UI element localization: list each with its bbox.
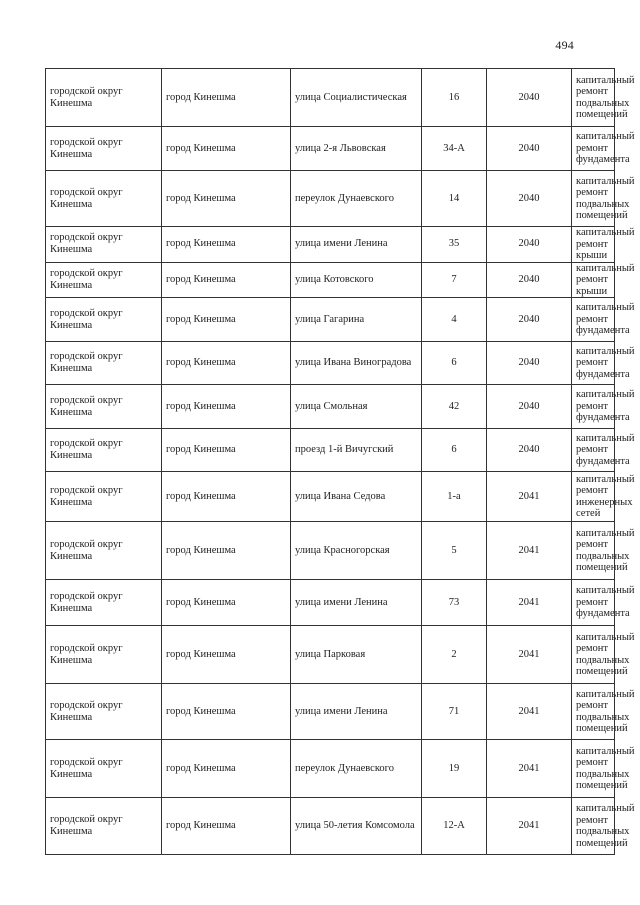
city-cell: город Кинешма (162, 522, 291, 580)
street-cell: улица Ивана Виноградова (291, 342, 422, 385)
house-number-cell: 6 (422, 342, 487, 385)
year-cell: 2041 (487, 522, 572, 580)
table-row (46, 626, 615, 684)
house-number-cell: 4 (422, 298, 487, 342)
okrug-cell: городской округ Кинешма (46, 580, 162, 626)
street-cell: проезд 1-й Вичугский (291, 429, 422, 472)
table-row (46, 472, 615, 522)
okrug-cell: городской округ Кинешма (46, 472, 162, 522)
street-cell: улица имени Ленина (291, 580, 422, 626)
work-type-cell: капитальный ремонт фундамента (572, 298, 615, 342)
work-type-cell: капитальный ремонт инженерных сетей (572, 472, 615, 522)
okrug-cell: городской округ Кинешма (46, 429, 162, 472)
table-row (46, 342, 615, 385)
year-cell: 2040 (487, 342, 572, 385)
house-number-cell: 12-А (422, 798, 487, 855)
year-cell: 2041 (487, 798, 572, 855)
work-type-cell: капитальный ремонт крыши (572, 262, 615, 298)
street-cell: улица имени Ленина (291, 684, 422, 740)
street-cell: улица Смольная (291, 385, 422, 429)
house-number-cell: 16 (422, 69, 487, 127)
year-cell: 2041 (487, 580, 572, 626)
street-cell: улица Парковая (291, 626, 422, 684)
city-cell: город Кинешма (162, 171, 291, 227)
table-row (46, 69, 615, 127)
year-cell: 2041 (487, 740, 572, 798)
year-cell: 2041 (487, 684, 572, 740)
city-cell: город Кинешма (162, 69, 291, 127)
okrug-cell: городской округ Кинешма (46, 342, 162, 385)
city-cell: город Кинешма (162, 580, 291, 626)
work-type-cell: капитальный ремонт крыши (572, 227, 615, 263)
page-number: 494 (555, 38, 574, 52)
year-cell: 2040 (487, 385, 572, 429)
table-row (46, 684, 615, 740)
okrug-cell: городской округ Кинешма (46, 684, 162, 740)
year-cell: 2040 (487, 127, 572, 171)
house-number-cell: 14 (422, 171, 487, 227)
work-type-cell: капитальный ремонт фундамента (572, 385, 615, 429)
house-number-cell: 73 (422, 580, 487, 626)
city-cell: город Кинешма (162, 298, 291, 342)
work-type-cell: капитальный ремонт подвальных помещений (572, 798, 615, 855)
work-type-cell: капитальный ремонт подвальных помещений (572, 522, 615, 580)
city-cell: город Кинешма (162, 342, 291, 385)
table-row (46, 298, 615, 342)
street-cell: улица имени Ленина (291, 227, 422, 263)
work-type-cell: капитальный ремонт фундамента (572, 127, 615, 171)
table-row (46, 429, 615, 472)
city-cell: город Кинешма (162, 385, 291, 429)
okrug-cell: городской округ Кинешма (46, 127, 162, 171)
city-cell: город Кинешма (162, 262, 291, 298)
okrug-cell: городской округ Кинешма (46, 740, 162, 798)
city-cell: город Кинешма (162, 798, 291, 855)
work-type-cell: капитальный ремонт подвальных помещений (572, 171, 615, 227)
street-cell: улица Гагарина (291, 298, 422, 342)
city-cell: город Кинешма (162, 127, 291, 171)
work-type-cell: капитальный ремонт подвальных помещений (572, 684, 615, 740)
house-number-cell: 2 (422, 626, 487, 684)
city-cell: город Кинешма (162, 429, 291, 472)
okrug-cell: городской округ Кинешма (46, 171, 162, 227)
okrug-cell: городской округ Кинешма (46, 385, 162, 429)
work-type-cell: капитальный ремонт фундамента (572, 429, 615, 472)
year-cell: 2040 (487, 262, 572, 298)
work-type-cell: капитальный ремонт фундамента (572, 342, 615, 385)
work-type-cell: капитальный ремонт подвальных помещений (572, 626, 615, 684)
year-cell: 2040 (487, 429, 572, 472)
street-cell: переулок Дунаевского (291, 740, 422, 798)
house-number-cell: 5 (422, 522, 487, 580)
okrug-cell: городской округ Кинешма (46, 298, 162, 342)
okrug-cell: городской округ Кинешма (46, 522, 162, 580)
house-number-cell: 1-а (422, 472, 487, 522)
work-type-cell: капитальный ремонт фундамента (572, 580, 615, 626)
year-cell: 2040 (487, 298, 572, 342)
table-row (46, 522, 615, 580)
okrug-cell: городской округ Кинешма (46, 626, 162, 684)
okrug-cell: городской округ Кинешма (46, 69, 162, 127)
year-cell: 2040 (487, 227, 572, 263)
street-cell: улица Котовского (291, 262, 422, 298)
table-row (46, 385, 615, 429)
street-cell: улица 50-летия Комсомола (291, 798, 422, 855)
house-number-cell: 71 (422, 684, 487, 740)
street-cell: улица Красногорская (291, 522, 422, 580)
work-type-cell: капитальный ремонт подвальных помещений (572, 69, 615, 127)
house-number-cell: 34-А (422, 127, 487, 171)
table-row (46, 798, 615, 855)
year-cell: 2040 (487, 69, 572, 127)
year-cell: 2041 (487, 472, 572, 522)
house-number-cell: 6 (422, 429, 487, 472)
city-cell: город Кинешма (162, 684, 291, 740)
year-cell: 2040 (487, 171, 572, 227)
house-number-cell: 42 (422, 385, 487, 429)
street-cell: улица Ивана Седова (291, 472, 422, 522)
table-row (46, 262, 615, 298)
registry-table-body (46, 69, 635, 855)
registry-table (45, 68, 635, 855)
work-type-cell: капитальный ремонт подвальных помещений (572, 740, 615, 798)
table-row (46, 580, 615, 626)
okrug-cell: городской округ Кинешма (46, 227, 162, 263)
city-cell: город Кинешма (162, 227, 291, 263)
house-number-cell: 35 (422, 227, 487, 263)
table-row (46, 171, 615, 227)
street-cell: улица 2-я Львовская (291, 127, 422, 171)
table-row (46, 740, 615, 798)
table-row (46, 127, 615, 171)
okrug-cell: городской округ Кинешма (46, 798, 162, 855)
house-number-cell: 7 (422, 262, 487, 298)
year-cell: 2041 (487, 626, 572, 684)
street-cell: улица Социалистическая (291, 69, 422, 127)
city-cell: город Кинешма (162, 472, 291, 522)
city-cell: город Кинешма (162, 626, 291, 684)
house-number-cell: 19 (422, 740, 487, 798)
table-row (46, 227, 615, 263)
street-cell: переулок Дунаевского (291, 171, 422, 227)
okrug-cell: городской округ Кинешма (46, 262, 162, 298)
city-cell: город Кинешма (162, 740, 291, 798)
